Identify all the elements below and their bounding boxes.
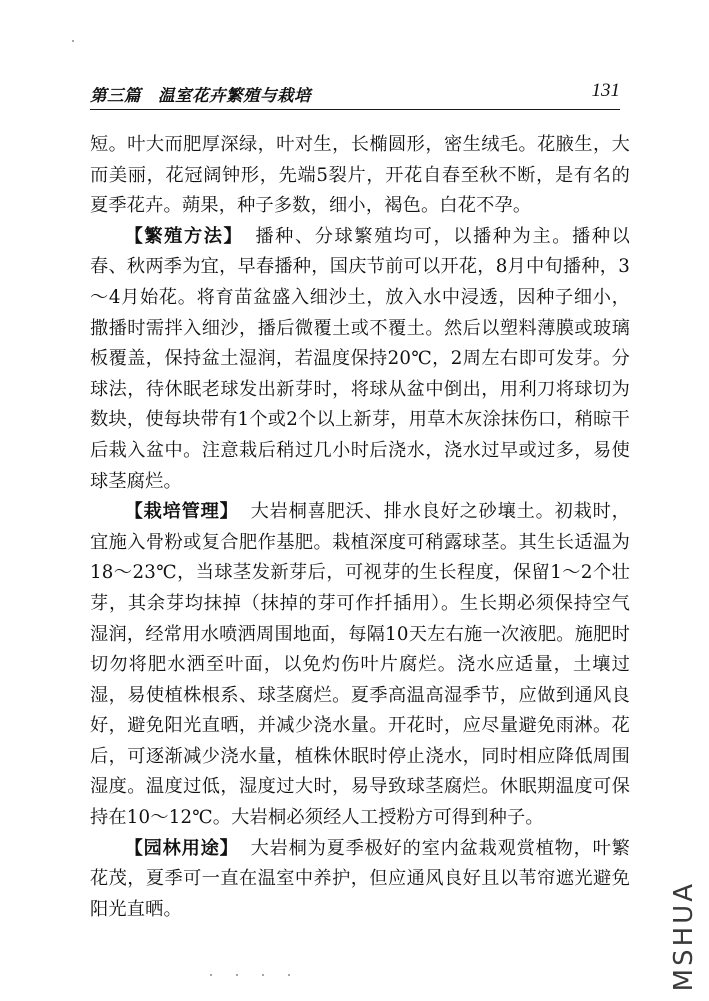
paragraph-description bbox=[90, 130, 630, 222]
running-header bbox=[90, 80, 620, 106]
scan-speck bbox=[236, 974, 238, 976]
section-heading-cultivation: 【栽培管理】 bbox=[124, 501, 239, 523]
page-number: 131 bbox=[591, 80, 620, 101]
paragraph-text: 播种、分球繁殖均可，以播种为主。播种以春、秋两季为宜，早春播种，国庆节前可以开花，8月中旬播种，3～4月始花。将育苗盆盛入细沙土，放入水中浸透，因种子细小，撒播时需拌入细沙，播后微覆土或不覆土。然后以塑料薄膜或玻璃板覆盖，保持盆土湿润，若温度保持20℃，2周左右即可发芽。分球法，待休眠老球发出新芽时，将球从盆中倒出，用利刀将球切为数块，使每块带有1个或2个以上新芽，用草木灰涂抹伤口，稍晾干后栽入盆中。注意栽后稍过几小时后浇水，浇水过早或过多，易使球茎腐烂。 bbox=[90, 225, 630, 492]
header-rule bbox=[90, 109, 620, 110]
section-heading-propagation: 【繁殖方法】 bbox=[124, 225, 244, 247]
section-heading-landscape-use: 【园林用途】 bbox=[124, 837, 239, 859]
paragraph-cultivation bbox=[90, 497, 630, 834]
paragraph-text: 大岩桐喜肥沃、排水良好之砂壤土。初栽时，宜施入骨粉或复合肥作基肥。栽植深度可稍露球茎。其生长适温为18～23℃，当球茎发新芽后，可视芽的生长程度，保留1～2个壮芽，其余芽均抹掉（抹掉的芽可作扦插用）。生长期必须保持空气湿润，经常用水喷洒周围地面，每隔10天左右施一次液肥。施肥时切勿将肥水洒至叶面，以免灼伤叶片腐烂。浇水应适量，土壤过湿，易使植株根系、球茎腐烂。夏季高温高湿季节，应做到通风良好，避免阳光直晒，并减少浇水量。开花时，应尽量避免雨淋。花后，可逐渐减少浇水量，植株休眠时停止浇水，同时相应降低周围湿度。温度过低，湿度过大时，易导致球茎腐烂。休眠期温度可保持在10～12℃。大岩桐必须经人工授粉方可得到种子。 bbox=[90, 501, 630, 829]
body-text bbox=[90, 130, 630, 925]
chapter-title: 第三篇 温室花卉繁殖与栽培 bbox=[90, 86, 311, 105]
scan-speck bbox=[288, 974, 290, 976]
scan-speck bbox=[210, 974, 212, 976]
scan-speck bbox=[262, 974, 264, 976]
paragraph-landscape-use bbox=[90, 834, 630, 926]
watermark: MSHUA bbox=[669, 880, 699, 991]
scan-speck bbox=[72, 40, 74, 42]
paragraph-text: 大岩桐为夏季极好的室内盆栽观赏植物，叶繁花茂，夏季可一直在温室中养护，但应通风良好且以苇帘遮光避免阳光直晒。 bbox=[90, 837, 630, 920]
paragraph-text: 短。叶大而肥厚深绿，叶对生，长椭圆形，密生绒毛。花腋生，大而美丽，花冠阔钟形，先端5裂片，开花自春至秋不断，是有名的夏季花卉。蒴果，种子多数，细小，褐色。白花不孕。 bbox=[90, 134, 630, 217]
paragraph-propagation bbox=[90, 222, 630, 497]
